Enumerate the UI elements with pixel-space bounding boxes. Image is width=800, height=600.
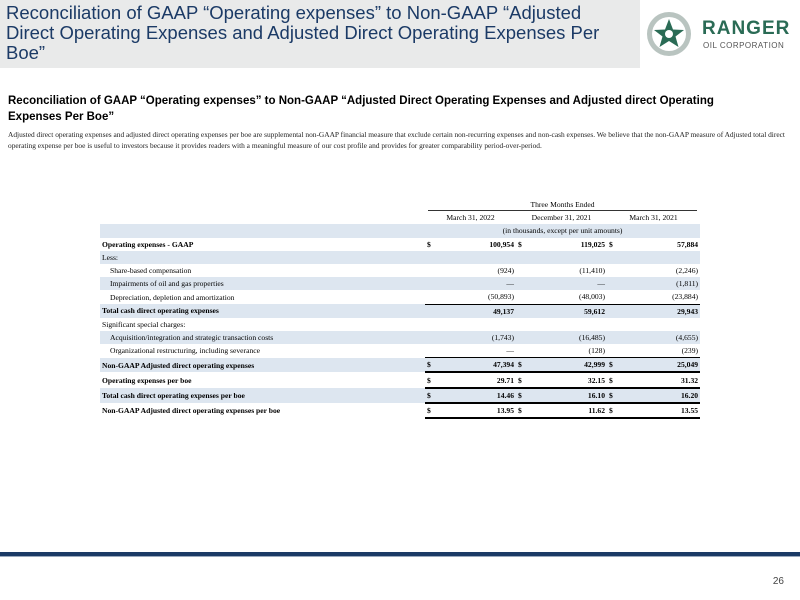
table-row xyxy=(100,388,700,403)
table-row xyxy=(100,403,700,418)
cell-value: 31.32 xyxy=(621,372,700,387)
currency-symbol: $ xyxy=(609,239,613,249)
cell-value: (924) xyxy=(497,266,514,276)
period-header-row xyxy=(100,198,700,211)
table-row xyxy=(100,290,700,304)
cell-value: (11,410) xyxy=(579,266,605,276)
currency-symbol: $ xyxy=(425,403,439,418)
table-row xyxy=(100,264,700,277)
currency-symbol: $ xyxy=(427,239,431,249)
currency-symbol: $ xyxy=(607,388,621,403)
row-label: Impairments of oil and gas properties xyxy=(100,277,425,290)
cell-value: 14.46 xyxy=(439,388,516,403)
logo-wordmark: RANGER xyxy=(702,18,791,39)
period-header: Three Months Ended xyxy=(425,198,700,211)
cell-value: 32.15 xyxy=(530,372,607,387)
cell-value: 57,884 xyxy=(677,239,699,249)
currency-symbol: $ xyxy=(425,388,439,403)
row-label: Depreciation, depletion and amortization xyxy=(110,292,235,302)
column-header: December 31, 2021 xyxy=(516,211,607,224)
cell-value: 100,954 xyxy=(489,239,514,249)
slide-header xyxy=(0,0,800,68)
cell-value: — xyxy=(439,277,516,290)
cell-value: 29,943 xyxy=(621,304,700,318)
row-label: Less: xyxy=(100,251,425,264)
table-row xyxy=(100,372,700,387)
row-label: Total cash direct operating expenses xyxy=(100,304,425,318)
company-logo xyxy=(645,10,795,60)
table-row xyxy=(100,344,700,358)
currency-symbol: $ xyxy=(516,388,530,403)
row-label: Operating expenses - GAAP xyxy=(102,239,194,249)
cell-value: 49,137 xyxy=(439,304,516,318)
cell-value: 11.62 xyxy=(530,403,607,418)
cell-value: (4,655) xyxy=(621,331,700,344)
table-row xyxy=(100,238,700,251)
row-label: Operating expenses per boe xyxy=(102,375,192,385)
reconciliation-table xyxy=(100,198,700,419)
cell-value: 59,612 xyxy=(530,304,607,318)
column-header: March 31, 2021 xyxy=(607,211,700,224)
row-label: Total cash direct operating expenses per boe xyxy=(100,388,425,403)
currency-symbol: $ xyxy=(518,239,522,249)
currency-symbol: $ xyxy=(516,358,530,373)
cell-value: (2,246) xyxy=(675,266,699,276)
units-note: (in thousands, except per unit amounts) xyxy=(425,224,700,237)
cell-value: (50,893) xyxy=(439,290,516,304)
table-row xyxy=(100,251,700,264)
cell-value: 29.71 xyxy=(439,372,516,387)
row-label: Acquisition/integration and strategic transaction costs xyxy=(100,331,425,344)
row-label: Non-GAAP Adjusted direct operating expenses per boe xyxy=(102,405,281,415)
cell-value: 13.55 xyxy=(621,403,700,418)
cell-value: 13.95 xyxy=(439,403,516,418)
table-row xyxy=(100,358,700,373)
cell-value: 25,049 xyxy=(621,358,700,373)
cell-value: 16.10 xyxy=(530,388,607,403)
cell-value: 16.20 xyxy=(621,388,700,403)
currency-symbol: $ xyxy=(516,372,530,387)
row-label: Organizational restructuring, including severance xyxy=(110,346,260,356)
cell-value: (1,811) xyxy=(621,277,700,290)
cell-value: (23,884) xyxy=(621,290,700,304)
units-row xyxy=(100,224,700,237)
cell-value: (16,485) xyxy=(530,331,607,344)
star-icon xyxy=(645,10,693,58)
section-heading: Reconciliation of GAAP “Operating expenses” to Non-GAAP “Adjusted Direct Operating Expenses and Adjusted direct Operating Expenses Per Boe” xyxy=(8,95,714,123)
cell-value: (48,003) xyxy=(530,290,607,304)
table-row xyxy=(100,318,700,331)
footer-divider-thin xyxy=(0,556,800,557)
row-label: Significant special charges: xyxy=(102,319,186,329)
cell-value: (128) xyxy=(530,344,607,358)
currency-symbol: $ xyxy=(607,403,621,418)
table-row xyxy=(100,304,700,318)
row-label: Share-based compensation xyxy=(110,266,192,276)
currency-symbol: $ xyxy=(425,372,439,387)
currency-symbol: $ xyxy=(607,358,621,373)
cell-value: 42,999 xyxy=(530,358,607,373)
column-header: March 31, 2022 xyxy=(425,211,516,224)
cell-value: (1,743) xyxy=(439,331,516,344)
cell-value: (239) xyxy=(621,344,700,358)
cell-value: — xyxy=(439,344,516,358)
cell-value: 119,025 xyxy=(580,239,605,249)
row-label: Non-GAAP Adjusted direct operating expenses xyxy=(100,358,425,373)
section-description: Adjusted direct operating expenses and adjusted direct operating expenses per boe are supplemental non-GAAP financial measure that exclude certain non-recurring expenses and non-cash expenses. We believe that the non-GAAP measure of Adjusted total direct operating expense per boe is useful to investors because it provides readers with a meaningful measure of our cost profile and provides for greater comparability period-over-period. xyxy=(8,130,785,150)
column-header-row xyxy=(100,211,700,224)
currency-symbol: $ xyxy=(425,358,439,373)
table-row xyxy=(100,277,700,290)
logo-subtitle: OIL CORPORATION xyxy=(703,41,785,50)
slide-title: Reconciliation of GAAP “Operating expenses” to Non-GAAP “Adjusted Direct Operating Expenses and Adjusted Direct Operating Expenses Per Boe” xyxy=(6,2,600,63)
page-number: 26 xyxy=(772,576,784,587)
cell-value: — xyxy=(530,277,607,290)
cell-value: 47,394 xyxy=(439,358,516,373)
table-row xyxy=(100,331,700,344)
currency-symbol: $ xyxy=(607,372,621,387)
currency-symbol: $ xyxy=(516,403,530,418)
